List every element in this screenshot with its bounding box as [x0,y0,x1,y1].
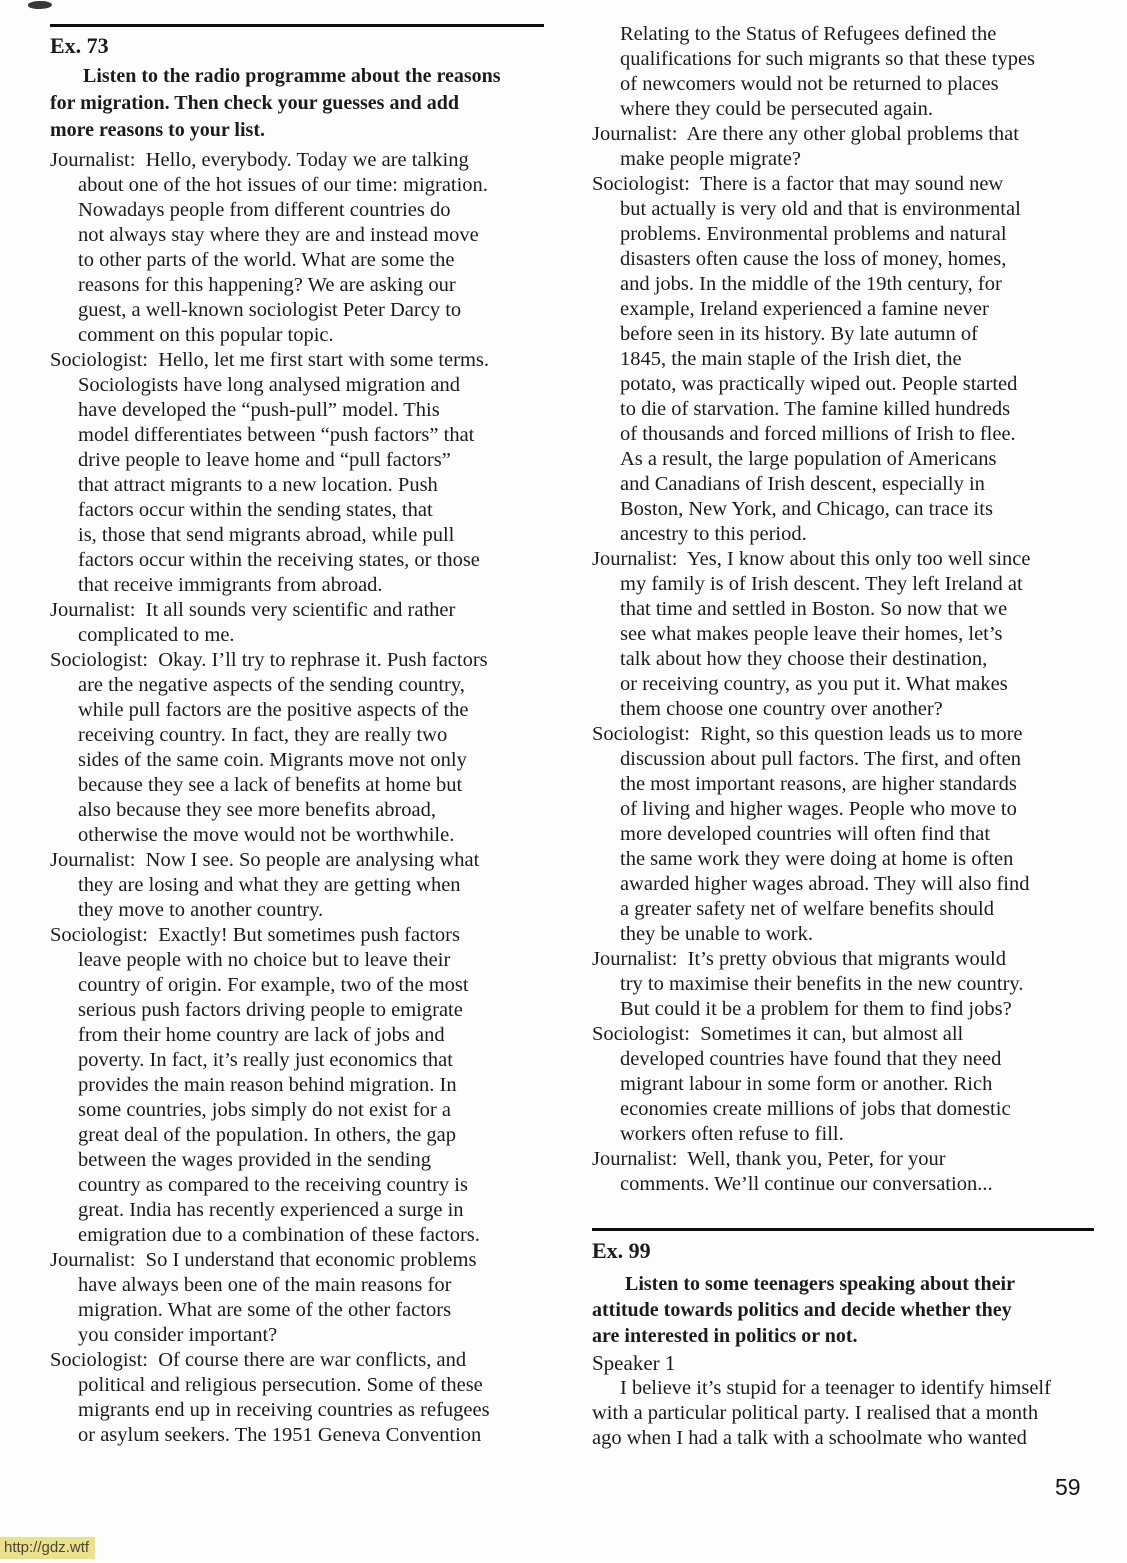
dialogue-line: Journalist: Well, thank you, Peter, for your [592,1148,946,1170]
dialogue-line: of living and higher wages. People who move to [620,798,1017,820]
dialogue-line: But could it be a problem for them to find jobs? [620,998,1012,1020]
instruction-line: Listen to some teenagers speaking about their [625,1273,1015,1295]
dialogue-line: and Canadians of Irish descent, especially in [620,473,985,495]
dialogue-line: of newcomers would not be returned to places [620,73,999,95]
dialogue-turn [50,648,544,848]
dialogue-line: before seen in its history. By late autumn of [620,323,978,345]
dialogue-line: migration. What are some of the other factors [78,1299,452,1321]
dialogue-line: make people migrate? [620,148,801,170]
dialogue-line: they are losing and what they are getting when [78,874,461,896]
dialogue-line: Sociologist: Okay. I’ll try to rephrase it. Push factors [50,649,488,671]
dialogue-line: a greater safety net of welfare benefits should [620,898,994,920]
dialogue-line: where they could be persecuted again. [620,98,934,120]
dialogue-turn [50,1348,544,1448]
dialogue-line: about one of the hot issues of our time: migration. [78,174,488,196]
paragraph-line: with a particular political party. I realised that a month [592,1402,1039,1424]
dialogue-line: them choose one country over another? [620,698,943,720]
dialogue-line: to other parts of the world. What are some the [78,249,455,271]
dialogue-left [50,148,544,1448]
dialogue-line: they move to another country. [78,899,324,921]
dialogue-line: Journalist: Yes, I know about this only too well since [592,548,1031,570]
dialogue-line: complicated to me. [78,624,235,646]
exercise-73-instructions [50,63,544,144]
dialogue-line: but actually is very old and that is environmental [620,198,1021,220]
dialogue-line: great. India has recently experienced a surge in [78,1199,464,1221]
dialogue-line: problems. Environmental problems and natural [620,223,1007,245]
speaker-1-paragraph [592,1376,1094,1451]
instruction-line: are interested in politics or not. [592,1325,858,1347]
dialogue-line: or receiving country, as you put it. What makes [620,673,1008,695]
dialogue-right [592,22,1094,1197]
dialogue-line: ancestry to this period. [620,523,807,545]
speaker-1-heading: Speaker 1 [592,1351,676,1375]
dialogue-line: Journalist: Now I see. So people are analysing what [50,849,480,871]
dialogue-turn [50,348,544,598]
dialogue-line: see what makes people leave their homes, let’s [620,623,1003,645]
dialogue-line: otherwise the move would not be worthwhile. [78,824,455,846]
dialogue-turn [592,22,1094,122]
dialogue-line: example, Ireland experienced a famine never [620,298,989,320]
dialogue-line: is, those that send migrants abroad, while pull [78,524,455,546]
dialogue-line: As a result, the large population of Americans [620,448,997,470]
dialogue-turn [50,598,544,648]
dialogue-line: Journalist: It all sounds very scientific and rather [50,599,456,621]
dialogue-turn [592,547,1094,722]
dialogue-line: some countries, jobs simply do not exist for a [78,1099,451,1121]
dialogue-turn [592,1147,1094,1197]
dialogue-line: reasons for this happening? We are asking our [78,274,456,296]
dialogue-line: developed countries have found that they need [620,1048,1002,1070]
dialogue-line: have developed the “push-pull” model. This [78,399,440,421]
dialogue-line: serious push factors driving people to emigrate [78,999,463,1021]
dialogue-line: they be unable to work. [620,923,813,945]
dialogue-line: migrant labour in some form or another. Rich [620,1073,993,1095]
dialogue-line: potato, was practically wiped out. People started [620,373,1018,395]
instruction-line: more reasons to your list. [50,119,265,141]
dialogue-line: receiving country. In fact, they are really two [78,724,448,746]
dialogue-line: provides the main reason behind migration. In [78,1074,457,1096]
scan-smudge [28,1,52,10]
paragraph-line: I believe it’s stupid for a teenager to identify himself [620,1377,1051,1399]
right-column [592,22,1094,1451]
dialogue-turn [50,148,544,348]
watermark-url: http://gdz.wtf [0,1537,95,1559]
left-column [50,20,544,1448]
dialogue-line: Sociologist: Sometimes it can, but almost all [592,1023,964,1045]
dialogue-turn [592,172,1094,547]
dialogue-line: to die of starvation. The famine killed hundreds [620,398,1011,420]
paragraph-line: ago when I had a talk with a schoolmate who wanted [592,1427,1027,1449]
dialogue-line: between the wages provided in the sending [78,1149,431,1171]
dialogue-line: Journalist: It’s pretty obvious that migrants would [592,948,1006,970]
dialogue-line: because they see a lack of benefits at home but [78,774,463,796]
section-divider [592,1228,1094,1231]
exercise-73-id: Ex. 73 [50,33,109,58]
dialogue-line: awarded higher wages abroad. They will also find [620,873,1030,895]
dialogue-line: the most important reasons, are higher standards [620,773,1017,795]
dialogue-line: Journalist: Hello, everybody. Today we are talking [50,149,469,171]
dialogue-line: Sociologist: Hello, let me first start with some terms. [50,349,489,371]
dialogue-line: drive people to leave home and “pull factors” [78,449,451,471]
dialogue-line: factors occur within the sending states, that [78,499,433,521]
dialogue-line: Boston, New York, and Chicago, can trace its [620,498,993,520]
dialogue-line: and jobs. In the middle of the 19th century, for [620,273,1002,295]
dialogue-line: emigration due to a combination of these factors. [78,1224,480,1246]
dialogue-turn [592,122,1094,172]
dialogue-line: political and religious persecution. Some of these [78,1374,483,1396]
instruction-line: Listen to the radio programme about the reasons [83,65,501,87]
dialogue-line: sides of the same coin. Migrants move not only [78,749,467,771]
dialogue-line: while pull factors are the positive aspects of the [78,699,469,721]
dialogue-line: leave people with no choice but to leave their [78,949,451,971]
dialogue-line: Sociologist: Right, so this question leads us to more [592,723,1023,745]
dialogue-line: guest, a well-known sociologist Peter Darcy to [78,299,462,321]
dialogue-line: Sociologist: There is a factor that may sound new [592,173,1004,195]
dialogue-line: try to maximise their benefits in the new country. [620,973,1024,995]
dialogue-turn [50,848,544,923]
exercise-99-id: Ex. 99 [592,1238,651,1263]
dialogue-line: great deal of the population. In others, the gap [78,1124,456,1146]
dialogue-line: Sociologist: Of course there are war conflicts, and [50,1349,467,1371]
dialogue-line: Sociologist: Exactly! But sometimes push factors [50,924,460,946]
dialogue-line: 1845, the main staple of the Irish diet, the [620,348,962,370]
exercise-99-instructions [592,1271,1094,1349]
dialogue-line: discussion about pull factors. The first, and often [620,748,1022,770]
dialogue-line: more developed countries will often find that [620,823,991,845]
dialogue-line: country of origin. For example, two of the most [78,974,469,996]
instruction-line: attitude towards politics and decide whether they [592,1299,1012,1321]
dialogue-line: talk about how they choose their destination, [620,648,988,670]
dialogue-line: disasters often cause the loss of money, homes, [620,248,1007,270]
dialogue-line: of thousands and forced millions of Irish to flee. [620,423,1016,445]
dialogue-line: Journalist: So I understand that economic problems [50,1249,477,1271]
dialogue-line: that receive immigrants from abroad. [78,574,383,596]
instruction-line: for migration. Then check your guesses and add [50,92,459,114]
dialogue-line: my family is of Irish descent. They left Ireland at [620,573,1023,595]
dialogue-line: or asylum seekers. The 1951 Geneva Convention [78,1424,482,1446]
dialogue-line: also because they see more benefits abroad, [78,799,437,821]
dialogue-line: that attract migrants to a new location. Push [78,474,438,496]
dialogue-line: comments. We’ll continue our conversation... [620,1173,993,1195]
dialogue-turn [592,722,1094,947]
dialogue-line: workers often refuse to fill. [620,1123,844,1145]
dialogue-line: Journalist: Are there any other global problems that [592,123,1019,145]
dialogue-line: not always stay where they are and instead move [78,224,479,246]
dialogue-line: from their home country are lack of jobs and [78,1024,445,1046]
dialogue-turn [50,923,544,1248]
dialogue-line: qualifications for such migrants so that these types [620,48,1036,70]
dialogue-line: that time and settled in Boston. So now that we [620,598,1008,620]
dialogue-line: migrants end up in receiving countries as refugees [78,1399,490,1421]
dialogue-line: Relating to the Status of Refugees defined the [620,23,997,45]
dialogue-line: comment on this popular topic. [78,324,334,346]
dialogue-line: you consider important? [78,1324,278,1346]
dialogue-line: factors occur within the receiving states, or those [78,549,480,571]
dialogue-line: economies create millions of jobs that domestic [620,1098,1011,1120]
dialogue-line: the same work they were doing at home is often [620,848,1014,870]
dialogue-line: country as compared to the receiving country is [78,1174,468,1196]
dialogue-line: Nowadays people from different countries do [78,199,451,221]
dialogue-line: have always been one of the main reasons for [78,1274,452,1296]
dialogue-line: poverty. In fact, it’s really just economics that [78,1049,453,1071]
page-number: 59 [1055,1474,1081,1500]
dialogue-turn [592,947,1094,1022]
dialogue-turn [592,1022,1094,1147]
dialogue-line: model differentiates between “push factors” that [78,424,475,446]
section-divider [50,24,544,27]
dialogue-turn [50,1248,544,1348]
dialogue-line: are the negative aspects of the sending country, [78,674,465,696]
dialogue-line: Sociologists have long analysed migration and [78,374,461,396]
